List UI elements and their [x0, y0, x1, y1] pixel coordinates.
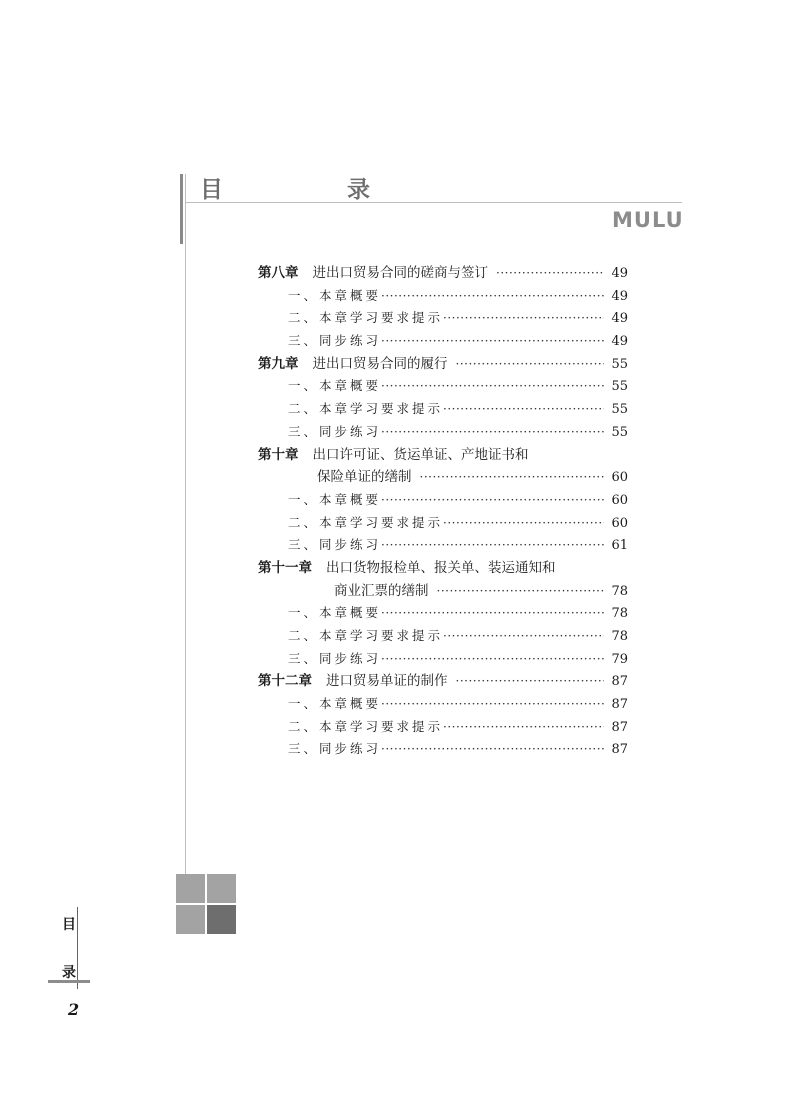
toc-section-entry[interactable] [258, 375, 628, 398]
dot-leader [443, 716, 604, 739]
side-tab-char: 目 [62, 917, 76, 933]
toc-chapter-entry[interactable] [258, 670, 628, 693]
page-ref: 60 [611, 515, 628, 531]
toc-chapter-entry[interactable] [258, 262, 628, 285]
page-ref: 79 [611, 651, 628, 667]
section-label: 一、本章概要 [288, 696, 382, 712]
dot-leader [443, 512, 604, 535]
section-label: 一、本章概要 [288, 378, 382, 394]
section-label: 二、本章学习要求提示 [288, 401, 444, 417]
dot-leader [496, 262, 604, 285]
section-label: 一、本章概要 [288, 287, 382, 303]
chapter-title: 进出口贸易合同的磋商与签订 [312, 265, 488, 281]
dot-leader [443, 307, 604, 330]
page-ref: 55 [611, 356, 628, 372]
dot-leader [381, 489, 604, 512]
dot-leader [381, 285, 604, 308]
chapter-number: 第十二章 [258, 673, 312, 690]
dot-leader [381, 534, 604, 557]
toc-section-entry[interactable] [258, 421, 628, 444]
page-title: 目 录 [200, 177, 429, 203]
page-ref: 49 [611, 311, 628, 327]
dot-leader [437, 580, 605, 603]
toc-chapter-entry[interactable] [258, 557, 628, 580]
chapter-number: 第八章 [258, 265, 299, 281]
chapter-title-continued: 商业汇票的缮制 [334, 582, 429, 599]
page-ref: 60 [611, 470, 628, 486]
section-label: 三、同步练习 [288, 423, 382, 439]
page-ref: 55 [611, 379, 628, 395]
page-ref: 87 [611, 742, 628, 758]
page-ref: 78 [611, 583, 628, 599]
toc-section-entry[interactable] [258, 398, 628, 421]
dot-leader [381, 738, 604, 761]
page-ref: 87 [611, 697, 628, 713]
toc-section-entry[interactable] [258, 625, 628, 648]
dot-leader [443, 398, 604, 421]
page-ref: 78 [611, 606, 628, 622]
toc-section-entry[interactable] [258, 693, 628, 716]
section-label: 一、本章概要 [288, 491, 382, 507]
decor-square [176, 905, 205, 934]
page-ref: 78 [611, 629, 628, 644]
toc-chapter-entry[interactable] [258, 353, 628, 376]
page-number: 2 [68, 1000, 80, 1019]
chapter-number: 第十一章 [258, 559, 312, 576]
toc-section-entry[interactable] [258, 330, 628, 353]
toc-section-entry[interactable] [258, 738, 628, 761]
toc-section-entry[interactable] [258, 489, 628, 512]
section-label: 三、同步练习 [288, 650, 382, 666]
dot-leader [381, 648, 604, 671]
decor-square [207, 874, 236, 903]
page-ref: 61 [611, 538, 628, 554]
toc-section-entry[interactable] [258, 716, 628, 739]
chapter-title: 出口许可证、货运单证、产地证书和 [312, 446, 529, 463]
toc-chapter-entry[interactable] [258, 444, 628, 467]
table-of-contents [258, 262, 628, 761]
dot-leader [420, 466, 605, 489]
chapter-title-continued: 保险单证的缮制 [317, 469, 412, 486]
section-label: 二、本章学习要求提示 [288, 628, 444, 643]
chapter-title: 出口货物报检单、报关单、装运通知和 [326, 559, 556, 576]
toc-chapter-entry-continued[interactable] [258, 580, 628, 603]
page-subtitle: MULU [612, 208, 684, 232]
chapter-title: 进出口贸易合同的履行 [312, 355, 448, 372]
side-tab-char: 录 [62, 965, 76, 981]
toc-section-entry[interactable] [258, 285, 628, 308]
header-accent-bar [180, 174, 183, 244]
chapter-title: 进口贸易单证的制作 [326, 673, 448, 690]
decor-square-dark [207, 905, 236, 934]
toc-section-entry[interactable] [258, 512, 628, 535]
dot-leader [381, 693, 604, 716]
toc-section-entry[interactable] [258, 307, 628, 330]
section-label: 三、同步练习 [288, 537, 382, 553]
section-label: 二、本章学习要求提示 [288, 718, 444, 734]
page-ref: 55 [611, 424, 628, 440]
section-label: 三、同步练习 [288, 333, 382, 349]
chapter-number: 第十章 [258, 446, 299, 463]
dot-leader [381, 375, 604, 398]
dot-leader [456, 353, 605, 376]
margin-rule [185, 174, 186, 884]
section-label: 二、本章学习要求提示 [288, 310, 444, 326]
page-ref: 60 [611, 492, 628, 508]
toc-section-entry[interactable] [258, 534, 628, 557]
dot-leader [381, 602, 604, 625]
dot-leader [456, 670, 605, 693]
decor-square [176, 874, 205, 903]
page-ref: 49 [611, 288, 628, 304]
chapter-number: 第九章 [258, 355, 299, 372]
section-label: 一、本章概要 [288, 605, 382, 621]
page-ref: 87 [611, 674, 628, 690]
dot-leader [381, 330, 604, 353]
dot-leader [443, 625, 604, 648]
toc-chapter-entry-continued[interactable] [258, 466, 628, 489]
toc-section-entry[interactable] [258, 648, 628, 671]
page-ref: 49 [611, 334, 628, 350]
page-ref: 87 [611, 719, 628, 735]
page-ref: 49 [611, 266, 628, 281]
dot-leader [381, 421, 604, 444]
page-ref: 55 [611, 402, 628, 418]
toc-section-entry[interactable] [258, 602, 628, 625]
section-label: 三、同步练习 [288, 741, 382, 757]
side-tab-rule [77, 907, 78, 989]
section-label: 二、本章学习要求提示 [288, 514, 444, 530]
